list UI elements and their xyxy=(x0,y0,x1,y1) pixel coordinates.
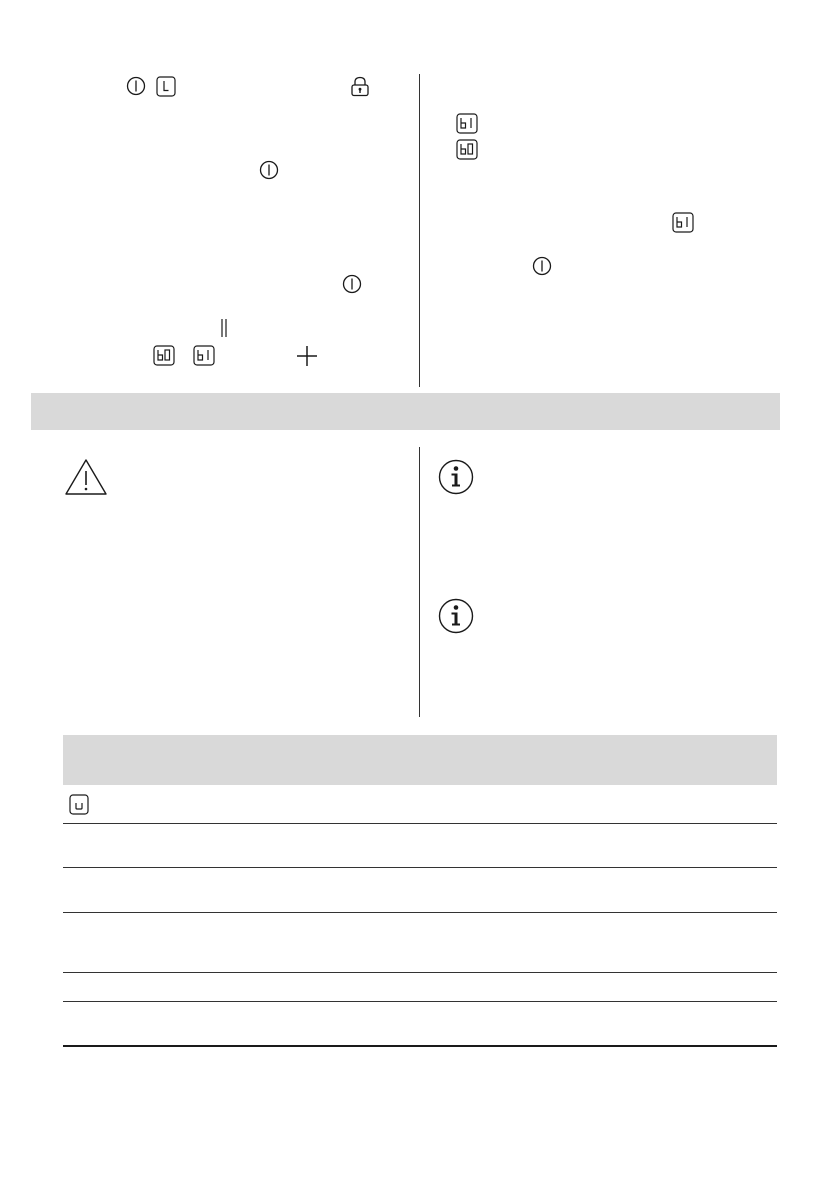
table-bottom-rule xyxy=(63,1045,777,1047)
pause-icon xyxy=(219,318,229,338)
power-icon xyxy=(342,274,362,294)
display-b0-indicator xyxy=(153,345,175,366)
table-header xyxy=(63,735,777,785)
column-divider xyxy=(419,74,420,387)
display-b1-indicator xyxy=(193,345,215,366)
table-row xyxy=(63,785,777,823)
display-b1-indicator xyxy=(456,113,478,134)
table-row xyxy=(63,824,777,867)
info-icon xyxy=(438,459,474,495)
table-row xyxy=(63,913,777,972)
power-icon xyxy=(126,76,146,96)
display-u-indicator xyxy=(69,794,89,815)
table-row xyxy=(63,1002,777,1045)
table-row xyxy=(63,868,777,912)
lock-icon xyxy=(350,76,370,97)
display-l-indicator xyxy=(156,76,176,97)
display-b0-indicator xyxy=(456,139,478,160)
plus-icon xyxy=(296,345,318,367)
warning-icon xyxy=(64,458,108,496)
table-row xyxy=(63,973,777,1001)
section-heading-bar xyxy=(31,393,780,430)
power-icon xyxy=(532,256,552,276)
power-icon xyxy=(259,160,279,180)
column-divider xyxy=(419,447,420,717)
info-icon xyxy=(438,598,474,634)
display-b1-indicator xyxy=(672,212,694,233)
